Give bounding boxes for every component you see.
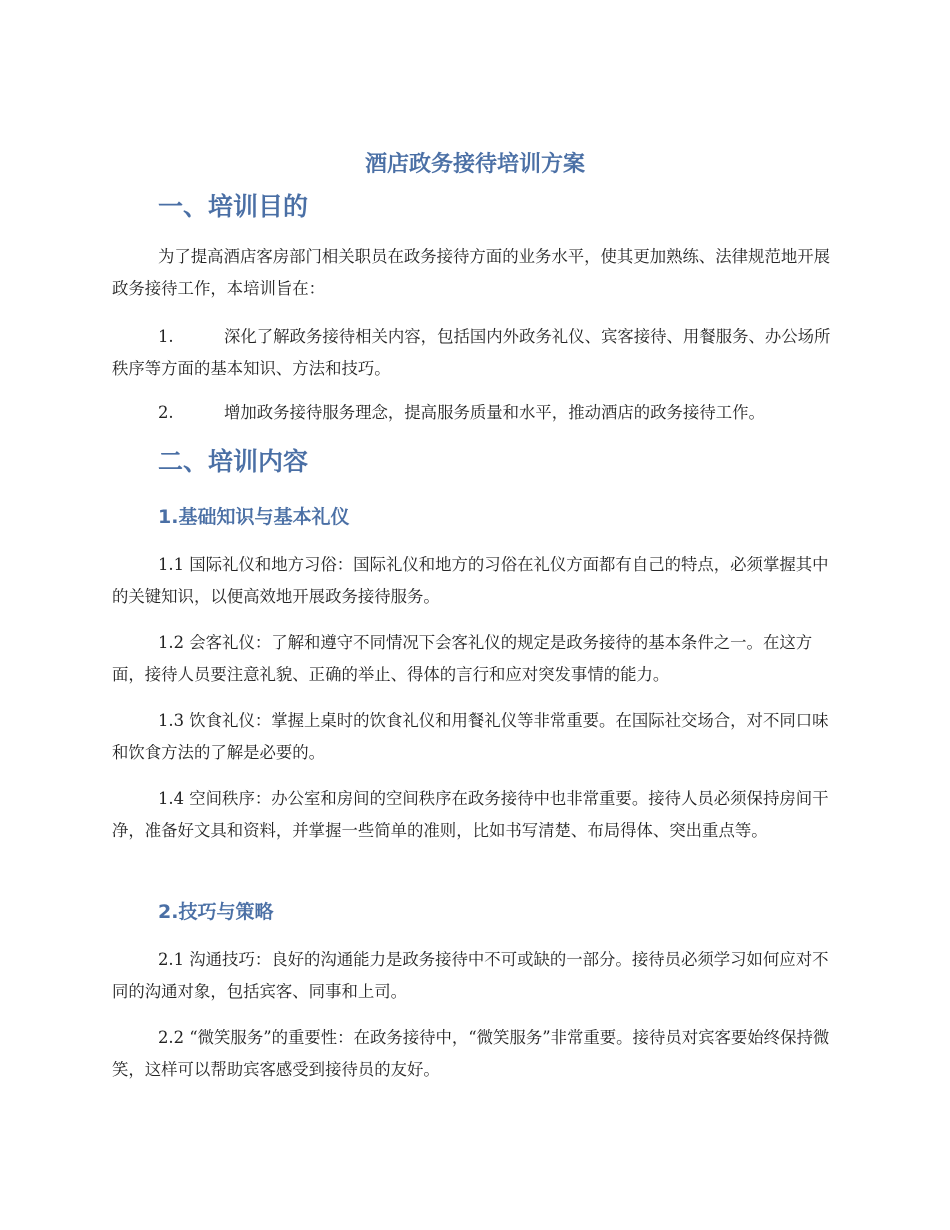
paragraph-2-2: 2.2 “微笑服务”的重要性：在政务接待中，“微笑服务”非常重要。接待员对宾客要始终保持微笑，这样可以帮助宾客感受到接待员的友好。 [112, 1028, 830, 1079]
section1-intro-paragraph: 为了提高酒店客房部门相关职员在政务接待方面的业务水平，使其更加熟练、法律规范地开展政务接待工作，本培训旨在： [112, 247, 831, 298]
paragraph-1-2: 1.2 会客礼仪：了解和遵守不同情况下会客礼仪的规定是政务接待的基本条件之一。在这方面，接待人员要注意礼貌、正确的举止、得体的言行和应对突发事情的能力。 [112, 633, 813, 684]
subsection2-heading: 2.技巧与策略 [158, 901, 274, 923]
list-item-1 [112, 321, 838, 385]
paragraph-1-3: 1.3 饮食礼仪：掌握上桌时的饮食礼仪和用餐礼仪等非常重要。在国际社交场合，对不同口味和饮食方法的了解是必要的。 [112, 711, 829, 762]
subsection1-heading: 1.基础知识与基本礼仪 [158, 506, 350, 528]
section1-heading: 一、培训目的 [158, 192, 309, 221]
list-item-2-text: 增加政务接待服务理念，提高服务质量和水平，推动酒店的政务接待工作。 [224, 403, 765, 422]
list-item-1-text: 深化了解政务接待相关内容，包括国内外政务礼仪、宾客接待、用餐服务、办公场所秩序等方面的基本知识、方法和技巧。 [112, 327, 831, 378]
paragraph-1-1: 1.1 国际礼仪和地方习俗：国际礼仪和地方的习俗在礼仪方面都有自己的特点，必须掌握其中的关键知识，以便高效地开展政务接待服务。 [112, 555, 829, 606]
list-item-2-number: 2. [158, 403, 174, 422]
document-title: 酒店政务接待培训方案 [364, 152, 585, 177]
paragraph-1-4: 1.4 空间秩序：办公室和房间的空间秩序在政务接待中也非常重要。接待人员必须保持房间干净，准备好文具和资料，并掌握一些简单的准则，比如书写清楚、布局得体、突出重点等。 [112, 789, 829, 840]
list-item-2 [112, 397, 838, 429]
section2-heading: 二、培训内容 [158, 447, 309, 476]
paragraph-2-1: 2.1 沟通技巧：良好的沟通能力是政务接待中不可或缺的一部分。接待员必须学习如何应对不同的沟通对象，包括宾客、同事和上司。 [112, 950, 829, 1001]
list-item-1-number: 1. [158, 327, 174, 346]
